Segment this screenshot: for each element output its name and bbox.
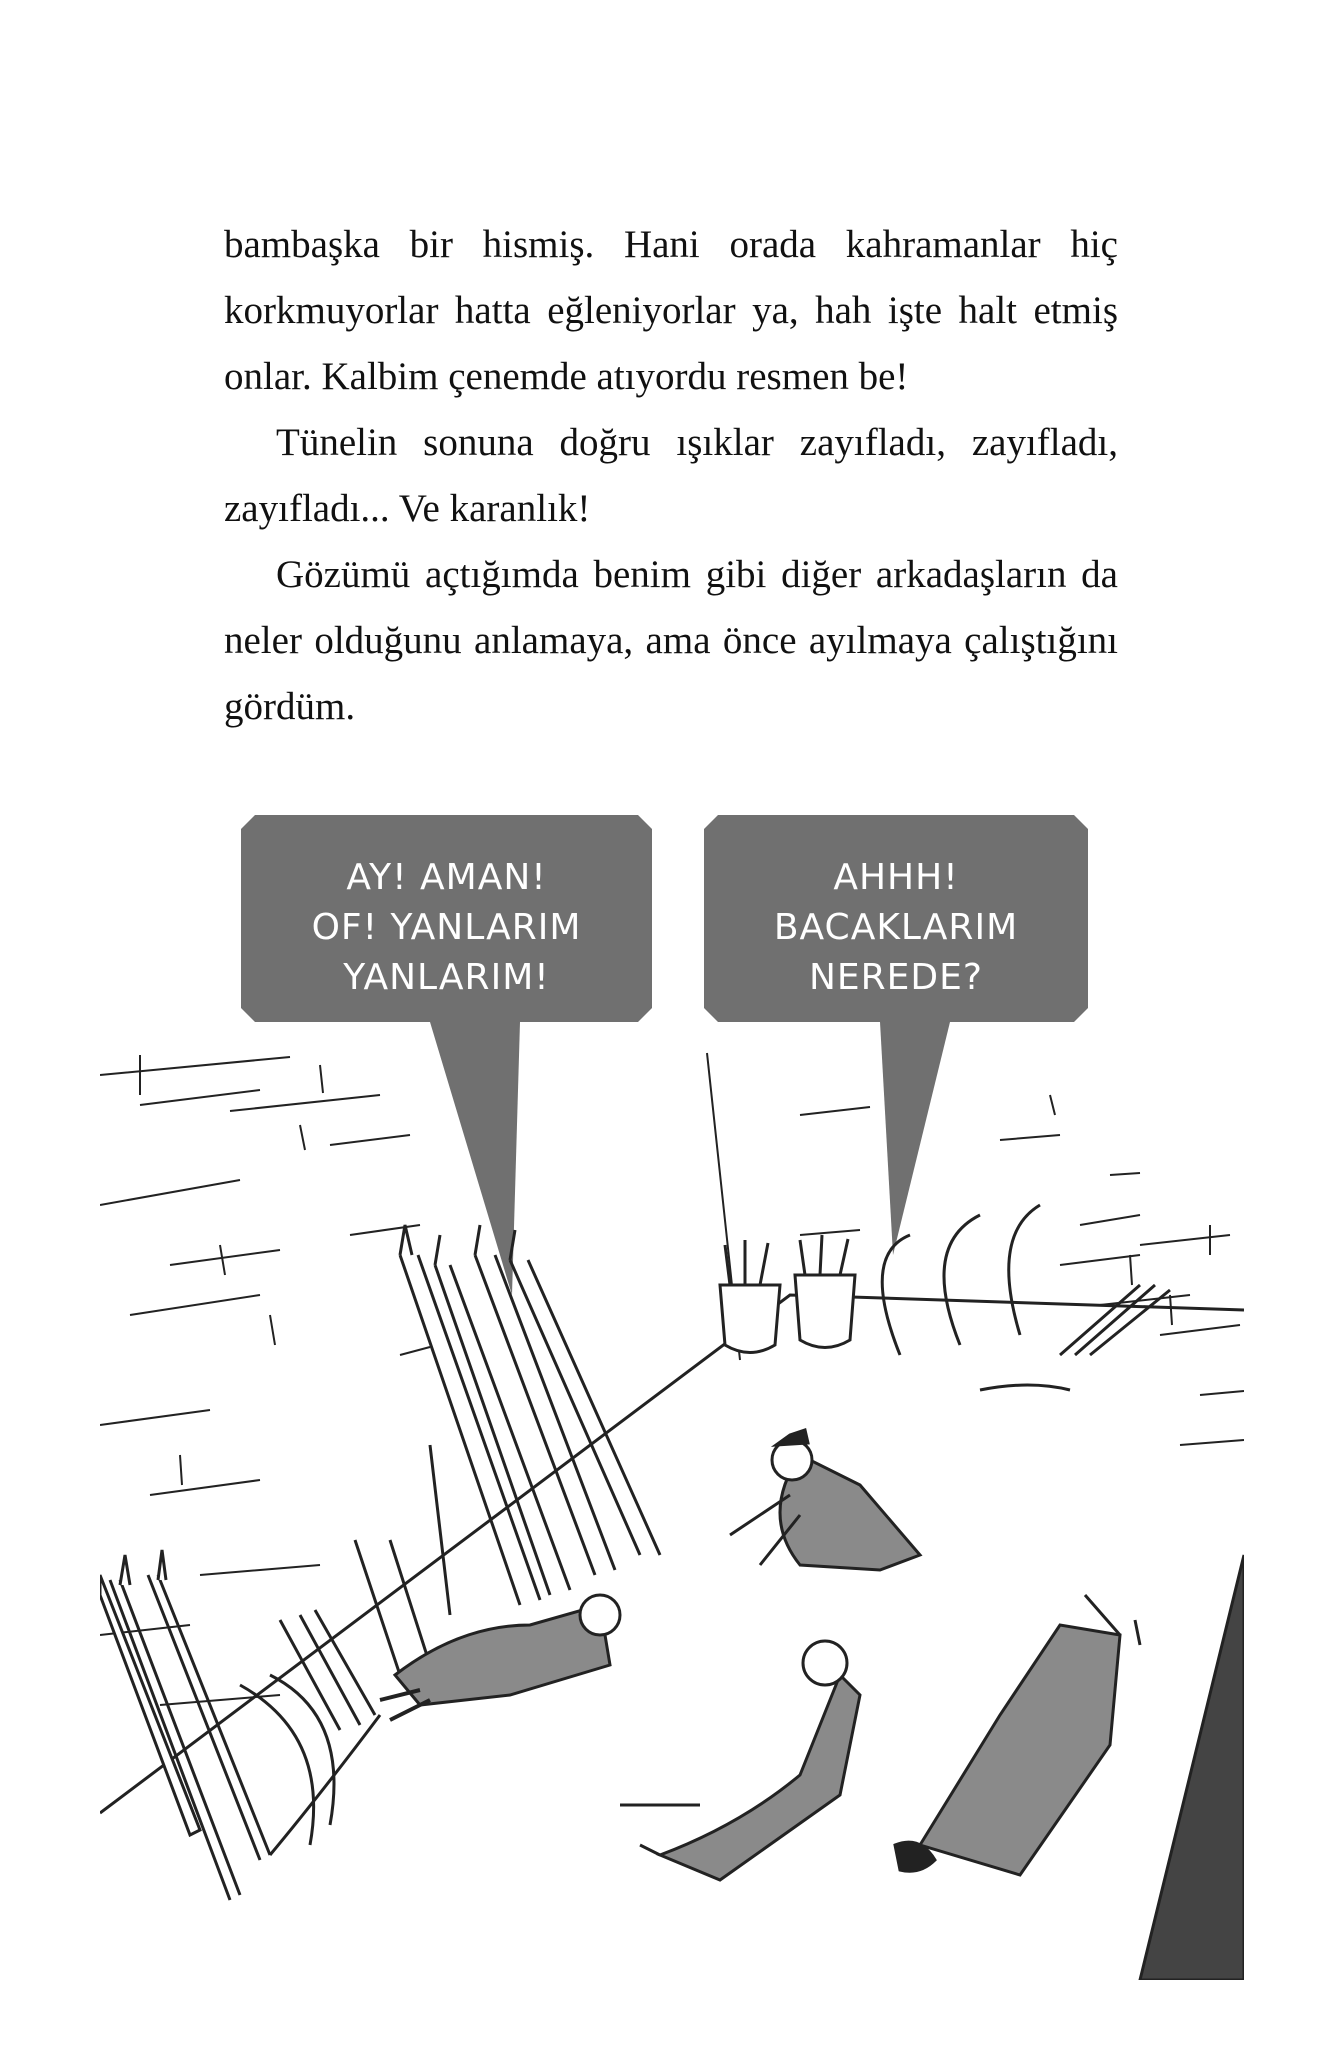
comic-panel	[100, 795, 1244, 1980]
right-bubble-line-2: BACAKLARIM	[773, 907, 1019, 948]
left-bubble-line-2: OF! YANLARIM	[311, 907, 582, 948]
bows-right	[882, 1205, 1170, 1390]
left-bubble-text	[241, 853, 652, 1003]
right-bubble-line-3: NEREDE?	[808, 957, 983, 998]
right-bubble-text	[704, 853, 1088, 1003]
crawling-figure	[730, 1430, 920, 1570]
spear-rack-back	[400, 1225, 660, 1605]
brick-wall-left	[100, 1055, 430, 1705]
left-bubble-line-3: YANLARIM!	[343, 957, 550, 998]
right-bubble-line-1: AHHH!	[833, 857, 959, 898]
dark-pillar	[1140, 1555, 1244, 1980]
arrow-urns	[720, 1235, 855, 1353]
fallen-figure-1	[380, 1595, 620, 1720]
paragraph-1: bambaşka bir hismiş. Hani orada kahramanlar hiç korkmuyorlar hatta eğleniyorlar ya, hah işte halt etmiş onlar. Kalbim çenemde atıyordu resmen be!	[224, 223, 1118, 398]
fallen-figure-2	[620, 1641, 860, 1880]
fallen-figure-3	[895, 1595, 1140, 1875]
paragraph-3: Gözümü açtığımda benim gibi diğer arkadaşların da neler olduğunu anlamaya, ama önce ayılmaya çalıştığını gördüm.	[224, 553, 1118, 728]
left-bubble-line-1: AY! AMAN!	[346, 857, 547, 898]
story-text	[224, 212, 1118, 740]
brick-wall-right	[707, 1053, 1244, 1445]
spear-rack-left	[100, 1550, 270, 1900]
paragraph-2: Tünelin sonuna doğru ışıklar zayıfladı, zayıfladı, zayıfladı... Ve karanlık!	[224, 421, 1118, 530]
bows-left	[240, 1675, 380, 1855]
